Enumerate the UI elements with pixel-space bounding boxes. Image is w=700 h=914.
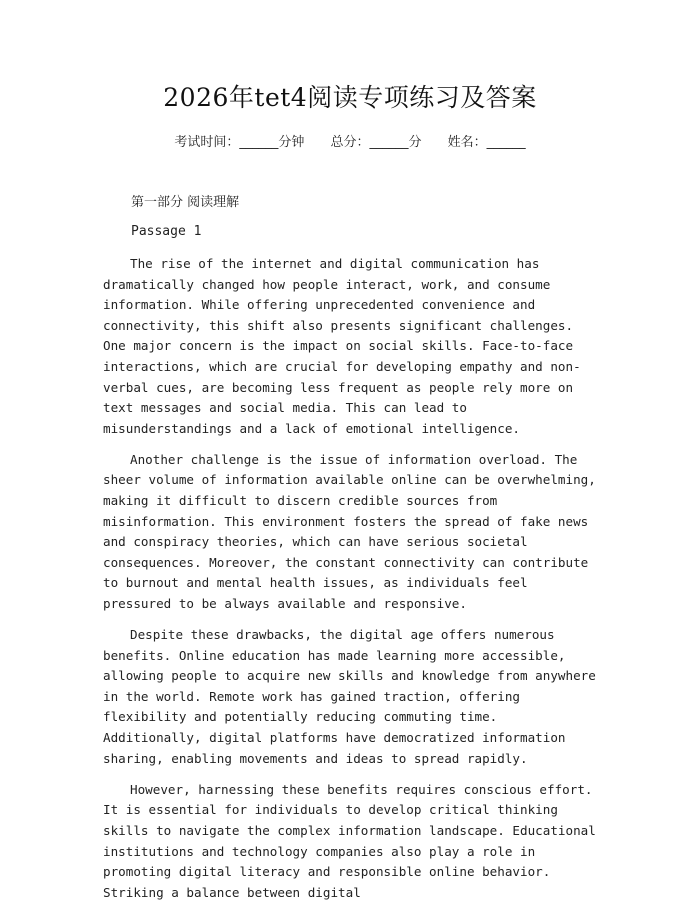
passage-body: [103, 254, 603, 914]
paragraph: The rise of the internet and digital communication has dramatically changed how people interact, work, and consume information. While offering unprecedented convenience and connectivity, this shift also presents significant challenges. One major concern is the impact on social skills. Face-to-face interactions, which are crucial for developing empathy and non-verbal cues, are becoming less frequent as people rely more on text messages and social media. This can lead to misunderstandings and a lack of emotional intelligence.: [103, 256, 581, 436]
exam-time-field: 考试时间：______分钟: [174, 135, 305, 150]
student-name-field: 姓名：______: [447, 135, 526, 150]
section-heading: 第一部分 阅读理解: [131, 195, 240, 210]
passage-label: Passage 1: [131, 224, 202, 239]
exam-info-line: [0, 131, 700, 150]
paragraph: Despite these drawbacks, the digital age offers numerous benefits. Online education has made learning more accessible, allowing people to acquire new skills and knowledge from anywhere in the world. Remote work has gained traction, offering flexibility and potentially reducing commuting time. Additionally, digital platforms have democratized information sharing, enabling movements and ideas to spread rapidly.: [103, 627, 596, 766]
document-title: 2026年tet4阅读专项练习及答案: [163, 83, 537, 112]
paragraph: However, harnessing these benefits requires conscious effort. It is essential for individuals to develop critical thinking skills to navigate the complex information landscape. Educational institutions and technology companies also play a role in promoting digital literacy and responsible online behavior. Striking a balance between digital: [103, 781, 596, 900]
paragraph: Another challenge is the issue of information overload. The sheer volume of information available online can be overwhelming, making it difficult to discern credible sources from misinformation. This environment fosters the spread of fake news and conspiracy theories, which can have serious societal consequences. Moreover, the constant connectivity can contribute to burnout and mental health issues, as individuals feel pressured to be always available and responsive.: [103, 451, 596, 611]
total-score-field: 总分：______分: [330, 135, 422, 150]
